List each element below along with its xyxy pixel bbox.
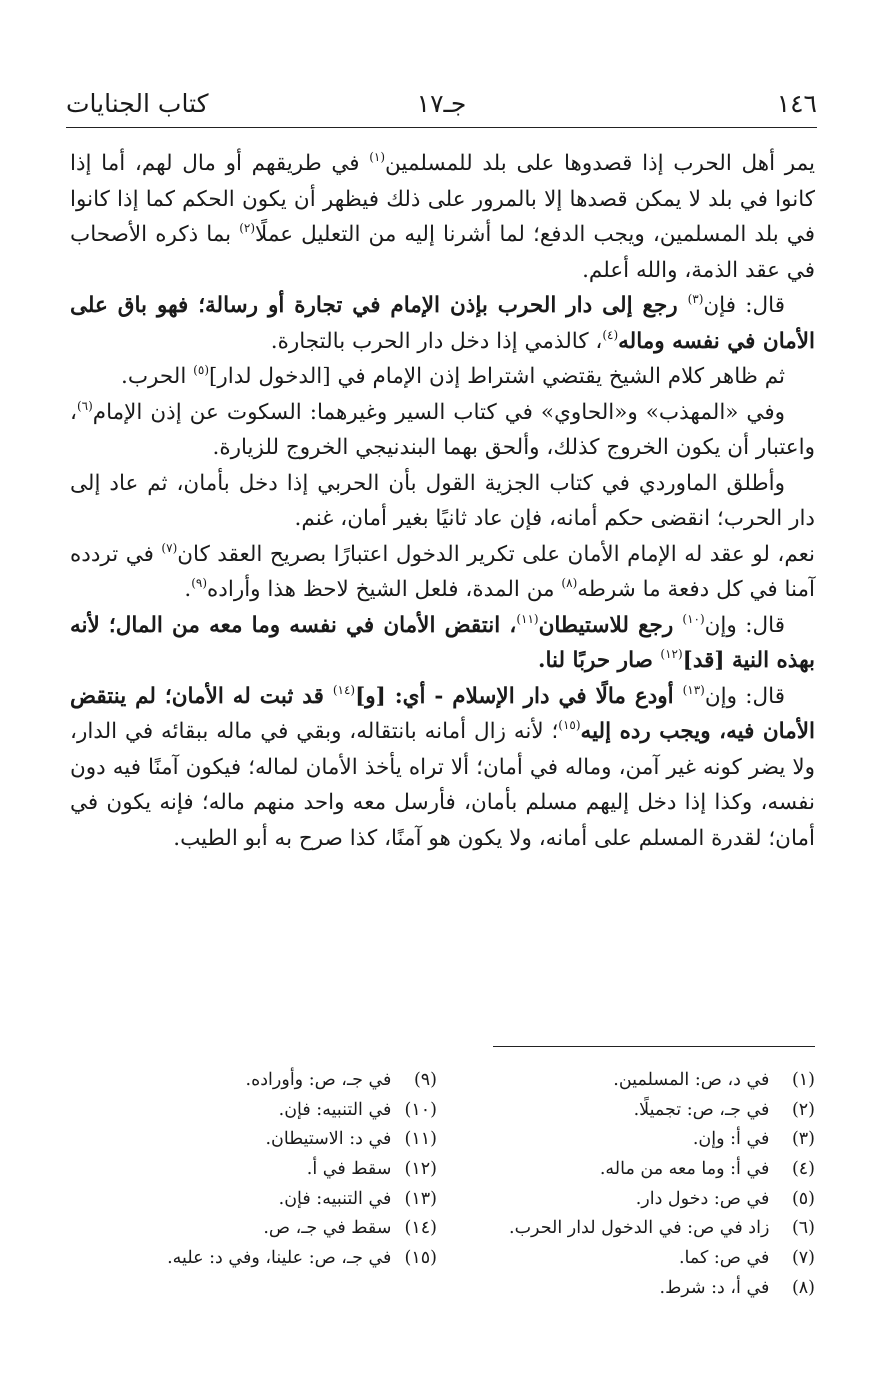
footnote-item: (٥) في ص: دخول دار. xyxy=(635,1188,815,1209)
footnote-item: (١١) في د: الاستيطان. xyxy=(265,1129,437,1150)
volume-label: جـ١٧ xyxy=(416,89,467,118)
footnote-item: (٤) في أ: وما معه من ماله. xyxy=(599,1159,815,1180)
book-title: كتاب الجنايات xyxy=(66,89,209,118)
footnote-item: (٩) في جـ، ص: وأوراده. xyxy=(245,1070,437,1090)
paragraph-3: ثم ظاهر كلام الشيخ يقتضي اشتراط إذن الإمام في [الدخول لدار]$^{(٥)}$ الحرب. xyxy=(120,363,785,389)
footnote-item: (٧) في ص: كما. xyxy=(678,1248,815,1269)
footnotes-left-column xyxy=(107,1066,437,1274)
main-text xyxy=(70,146,815,856)
footnote-ref: (١) xyxy=(369,150,386,164)
running-header xyxy=(66,88,817,120)
footnote-item: (١٢) سقط في أ. xyxy=(306,1159,437,1180)
footnote-item: (٣) في أ: وإن. xyxy=(692,1129,815,1150)
footnote-item: (١٣) في التنبيه: فإن. xyxy=(278,1188,437,1209)
paragraph-8: قال: وإن$^{(١٣)}$ أودع مالًا في دار الإسلام - أي: [و]$^{(١٤)}$ قد ثبت له الأمان؛ لم ينتقض الأمان فيه، ويجب رده إليه$^{(١٥)}$؛ لأنه زال أمانه بانتقاله، وبقي في ماله ببقائه في الدار، ولا يضر كونه غير آمن، وماله في أمان؛ ألا تراه يأخذ الأمان لماله؛ فيكون آمنًا فيه دون نفسه، وكذا إذا دخل إليهم مسلم بأمان، فأرسل معه واحد منهم ماله؛ فإنه يكون في أمان؛ لقدرة المسلم على أمانه، ولا يكون هو آمنًا، كذا صرح به أبو الطيب. xyxy=(70,682,815,851)
footnote-ref: (١٠) xyxy=(682,611,705,626)
footnote-ref: (١٢) xyxy=(660,647,683,661)
paragraph-5: وأطلق الماوردي في كتاب الجزية القول بأن الحربي إذا دخل بأمان، ثم عاد إلى دار الحرب؛ انقضى حكم أمانه، فإن عاد ثانيًا بغير أمان، غنم. xyxy=(70,470,815,531)
footnote-item: (٢) في جـ، ص: تجميلًا. xyxy=(633,1099,815,1120)
header-rule xyxy=(66,127,817,128)
footnote-ref: (٦) xyxy=(76,398,93,413)
footnote-ref: (٤) xyxy=(602,327,619,342)
footnote-ref: (٩) xyxy=(191,576,208,590)
paragraph-2: قال: فإن$^{(٣)}$ رجع إلى دار الحرب بإذن الإمام في تجارة أو رسالة؛ فهو باق على الأمان في نفسه وماله$^{(٤)}$، كالذمي إذا دخل دار الحرب بالتجارة. xyxy=(70,292,815,354)
footnote-ref: (٣) xyxy=(687,292,704,306)
footnote-ref: (١٥) xyxy=(558,718,581,732)
footnote-item: (١٥) في جـ، ص: علينا، وفي د: عليه. xyxy=(167,1248,437,1269)
footnote-ref: (٨) xyxy=(561,576,578,590)
paragraph-4: وفي «المهذب» و«الحاوي» في كتاب السير وغيرهما: السكوت عن إذن الإمام$^{(٦)}$، واعتبار أن يكون الخروج كذلك، وألحق بهما البندنيجي الخروج للزيارة. xyxy=(70,398,815,460)
footnote-item: (١٤) سقط في جـ، ص. xyxy=(263,1218,437,1239)
footnote-rule xyxy=(493,1046,815,1047)
footnote-item: (٦) زاد في ص: في الدخول لدار الحرب. xyxy=(509,1218,815,1239)
footnote-ref: (١٤) xyxy=(332,682,356,697)
footnote-ref: (١٣) xyxy=(682,682,705,697)
footnote-ref: (٢) xyxy=(239,221,256,235)
paragraph-6: نعم، لو عقد له الإمام الأمان على تكرير الدخول اعتبارًا بصريح العقد كان$^{(٧)}$ في تردده آمنا في كل دفعة ما شرطه$^{(٨)}$ من المدة، فلعل الشيخ لاحظ هذا وأراده$^{(٩)}$. xyxy=(70,540,815,602)
footnote-ref: (٥) xyxy=(193,363,209,377)
footnote-item: (١٠) في التنبيه: فإن. xyxy=(278,1099,437,1120)
footnote-item: (١) في د، ص: المسلمين. xyxy=(613,1070,815,1090)
footnote-ref: (١١) xyxy=(516,611,539,626)
footnote-item: (٨) في أ، د: شرط. xyxy=(659,1277,815,1298)
footnote-ref: (٧) xyxy=(161,540,178,555)
paragraph-1: يمر أهل الحرب إذا قصدوها على بلد للمسلمين$^{(١)}$ في طريقهم أو مال لهم، أما إذا كانوا في بلد لا يمكن قصدها إلا بالمرور على ذلك فيظهر أن يكون الحكم كما إذا كانوا في بلد المسلمين، ويجب الدفع؛ لما أشرنا إليه من التعليل عملًا$^{(٢)}$ بما ذكره الأصحاب في عقد الذمة، والله أعلم. xyxy=(70,150,815,283)
page-number: ١٤٦ xyxy=(776,89,817,118)
paragraph-7: قال: وإن$^{(١٠)}$ رجع للاستيطان$^{(١١)}$، انتقض الأمان في نفسه وما معه من المال؛ لأنه بهذه النية [قد]$^{(١٢)}$ صار حربًا لنا. xyxy=(70,611,815,673)
footnotes-right-column xyxy=(485,1066,815,1304)
